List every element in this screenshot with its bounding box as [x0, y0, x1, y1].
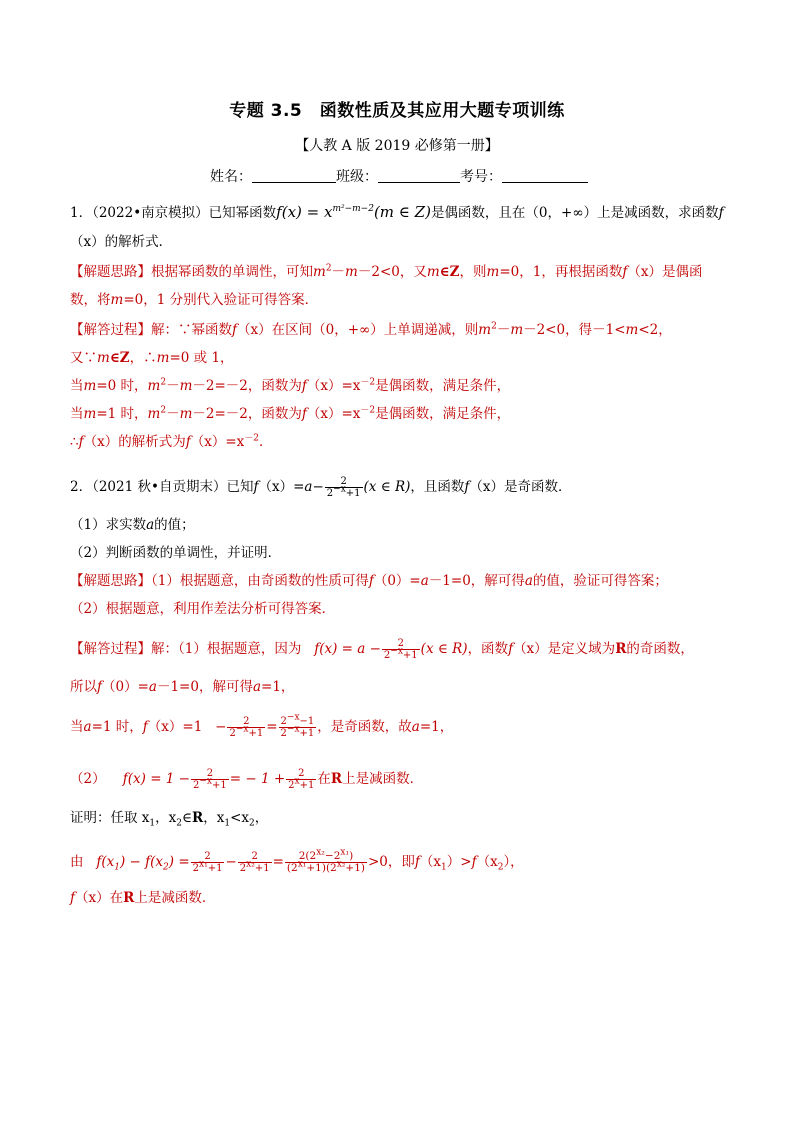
q1-idea-cont: 数，将m=0，1 分别代入验证可得答案．: [70, 292, 319, 308]
q2-part1: （1）求实数a的值；: [70, 517, 195, 533]
q2-idea-2: （2）根据题意，利用作差法分析可得答案．: [70, 601, 336, 617]
page-subtitle: 【人教 A 版 2019 必修第一册】: [295, 138, 499, 154]
q1-stem-cont: （x）的解析式．: [70, 234, 173, 250]
exam-blank[interactable]: [502, 168, 588, 183]
q2-idea: 【解题思路】（1）根据题意，由奇函数的性质可得f（0）=a－1=0，解可得a的值，验证可得答案；: [70, 573, 668, 589]
q2-process-3: 当a=1 时，f（x）=1 − $\frac{2}{2^{-x}+1}$ = $\frac{2^{-x}-1}{2^{-x}+1}$ ，是奇函数，故a=1，: [70, 712, 454, 739]
name-label: 姓名：: [210, 169, 252, 185]
q2-process-2: 所以f（0）=a－1=0，解可得a=1，: [70, 679, 295, 695]
q2-stem: 2．（2021 秋•自贡期末）已知f（x）=a− $\frac{2}{2^{-x}+1}$ (x ∈ R)，且函数f（x）是奇函数．: [70, 476, 572, 499]
q1-case-0: 当m=0 时，$m^2-m-2=-2$，函数为$f(x)=x^{-2}$是偶函数，满足条件，: [70, 377, 511, 394]
class-blank[interactable]: [378, 168, 460, 183]
q1-case-1: 当m=1 时，$m^2-m-2=-2$，函数为$f(x)=x^{-2}$是偶函数，满足条件，: [70, 405, 511, 422]
class-label: 班级：: [336, 169, 378, 185]
q2-part2-answer: （2） f(x) = 1 − $\frac{2}{2^{-x}+1}$ = − 1 + $\frac{2}{2^x+1}$ 在R上是减函数．: [70, 768, 424, 791]
q1-stem: 1．（2022•南京模拟）已知幂函数$f(x) = x^{m^2-m-2}(m$ ∈ Z)是偶函数，且在（0，+∞）上是减函数，求函数f: [70, 203, 724, 221]
q2-process: 【解答过程】解：（1）根据题意，因为 f(x) = a − $\frac{2}{2^{-x}+1}$ (x ∈ R)，函数f（x）是定义域为R的奇函数，: [70, 638, 694, 661]
q2-proof: 证明：任取 $x_1$，$x_2\in R$，$x_1<x_2$，: [70, 810, 269, 829]
q1-formula: $f(x) = x^{m^2-m-2}(m$ ∈ Z): [276, 203, 431, 221]
q1-process: 【解答过程】解：∵幂函数f（x）在区间（0，+∞）上单调递减，则$m^2-m-2<0$，得－1<m<2，: [70, 321, 672, 338]
q1-conclusion: ∴f（x）的解析式为$f(x)=x^{-2}$．: [70, 433, 273, 450]
q1-process-2: 又∵m∈Z，∴m=0 或 1，: [70, 350, 234, 366]
q2-part2: （2）判断函数的单调性，并证明．: [70, 545, 282, 561]
student-info-fields: [210, 166, 588, 186]
q1-idea: 【解题思路】根据幂函数的单调性，可知$m^2-m-2<0$，又m∈Z，则m=0，1，再根据函数f（x）是偶函: [70, 263, 703, 280]
q2-proof-step: 由 $f(x_1) - f(x_2)$ = $\frac{2}{2^{x_1}+1}$ − $\frac{2}{2^{x_2}+1}$ = $\frac{2(2^{x_2}-2^{x_1})}{(2^{x_1}+1)(2^{x_2}+1)}$ >0，即$f(x_1)>f(x_2)$，: [70, 847, 524, 874]
q2-final: f（x）在R上是减函数．: [70, 890, 216, 906]
name-blank[interactable]: [252, 168, 336, 183]
page-title: 专题 3.5 函数性质及其应用大题专项训练: [229, 101, 565, 121]
exam-label: 考号：: [460, 169, 502, 185]
